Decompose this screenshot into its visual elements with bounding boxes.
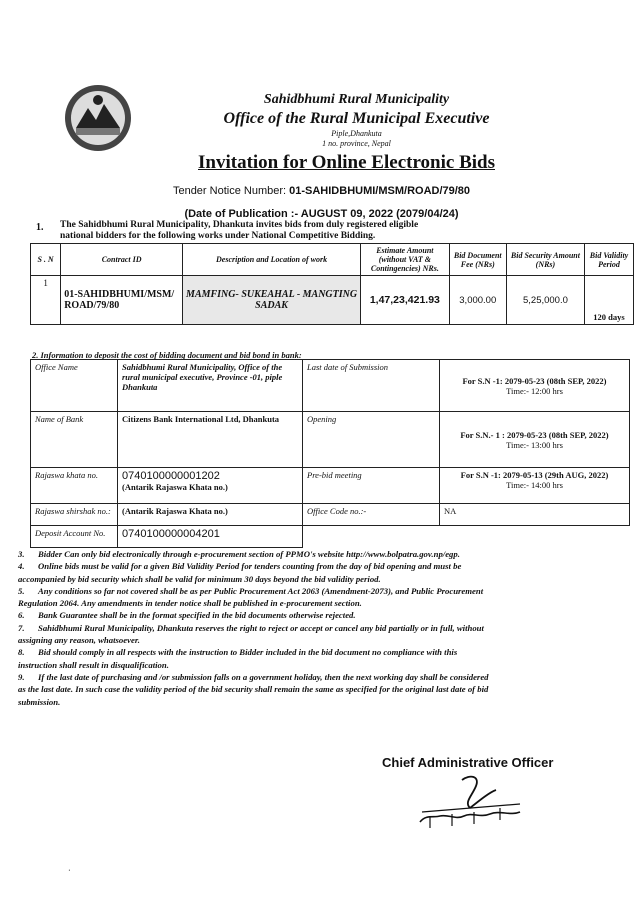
khata-label: Rajaswa khata no. <box>31 468 118 504</box>
office-code-value: NA <box>440 504 630 526</box>
office-name-label: Office Name <box>31 360 118 412</box>
prebid-value: For S.N -1: 2079-05-13 (29th AUG, 2022) <box>460 470 609 480</box>
office-place: Piple,Dhankuta <box>331 129 382 138</box>
cell-estimate: 1,47,23,421.93 <box>361 276 450 325</box>
khata-value: 0740100000001202 <box>122 470 220 482</box>
page-title: Invitation for Online Electronic Bids <box>198 152 495 173</box>
municipality-name: Sahidbhumi Rural Municipality <box>263 92 450 107</box>
table-row <box>31 412 630 468</box>
cell-description: MAMFING- SUKEAHAL - MANGTING SADAK <box>183 276 361 325</box>
clause-text: Any conditions so far not covered shall be as per Public Procurement Act 2063 (Amendment-2073), and Public Procurement Regulation 2064. Any amendments in tender notice shall be published in e-procurement section. <box>18 585 484 609</box>
col-contract-id: Contract ID <box>61 244 183 276</box>
clauses-list <box>18 548 490 708</box>
clause-number: 8. <box>18 647 25 658</box>
clause-text: Sahidbhumi Rural Municipality, Dhankuta reserves the right to reject or accept or cancel any bid partially or in full, without assigning any reason, whatsoever. <box>18 622 484 646</box>
clause-number: 9. <box>18 671 25 682</box>
col-sn: S . N <box>31 244 61 276</box>
table-row <box>31 526 630 548</box>
clause-item <box>18 548 490 560</box>
submission-label: Last date of Submission <box>303 360 440 412</box>
bank-info-table <box>30 359 630 548</box>
bank-value: Citizens Bank International Ltd, Dhankuta <box>118 412 303 468</box>
clause-item <box>18 560 490 585</box>
office-name-value: Sahidbhumi Rural Municipality, Office of the rural municipal executive, Province -01, piple Dhankuta <box>118 360 303 412</box>
signatory-title: Chief Administrative Officer <box>382 755 554 770</box>
clause-number: 6. <box>18 610 25 621</box>
opening-time: Time:- 13:00 hrs <box>506 439 563 450</box>
khata-cell <box>118 468 303 504</box>
shirshak-label: Rajaswa shirshak no.: <box>31 504 118 526</box>
col-estimate: Estimate Amount (without VAT & Contingencies) NRs. <box>361 244 450 276</box>
opening-value: For S.N.- 1 : 2079-05-23 (08th SEP, 2022) <box>460 429 609 440</box>
col-security: Bid Security Amount (NRs) <box>506 244 584 276</box>
publication-date: (Date of Publication :- AUGUST 09, 2022 (2079/04/24) <box>184 208 459 220</box>
clause-item <box>18 622 490 647</box>
empty-cell <box>440 526 630 548</box>
cell-sn: 1 <box>31 276 61 325</box>
intro-text: The Sahidbhumi Rural Municipality, Dhankuta invites bids from duly registered eligible national bidders for the following works under National Competitive Bidding. <box>60 220 419 241</box>
office-name: Office of the Rural Municipal Executive <box>223 110 490 127</box>
cell-validity: 120 days <box>584 276 633 325</box>
table-row <box>31 504 630 526</box>
clause-text: Bidder Can only bid electronically through e-procurement section of PPMO's website http://www.bolpatra.gov.np/egp. <box>38 549 460 559</box>
stray-mark: ⋅ <box>68 866 71 875</box>
clause-number: 4. <box>18 561 25 572</box>
opening-label: Opening <box>303 412 440 468</box>
col-validity: Bid Validity Period <box>584 244 633 276</box>
deposit-value: 0740100000004201 <box>118 526 303 548</box>
clause-number: 5. <box>18 585 25 596</box>
clause-item <box>18 646 490 671</box>
clause-number: 3. <box>18 549 25 559</box>
prebid-label: Pre-bid meeting <box>303 468 440 504</box>
tender-label: Tender Notice Number: <box>172 185 287 197</box>
office-province: 1 no. province, Nepal <box>322 139 391 148</box>
col-bid-fee: Bid Document Fee (NRs) <box>449 244 506 276</box>
clause-number: 7. <box>18 622 25 633</box>
tender-number: 01-SAHIDBHUMI/MSM/ROAD/79/80 <box>289 185 471 197</box>
cell-bid-fee: 3,000.00 <box>449 276 506 325</box>
table-row <box>31 276 634 325</box>
col-description: Description and Location of work <box>183 244 361 276</box>
submission-time: Time:- 12:00 hrs <box>506 385 563 396</box>
khata-note: (Antarik Rajaswa Khata no.) <box>122 482 228 492</box>
bank-label: Name of Bank <box>31 412 118 468</box>
cell-contract-id: 01-SAHIDBHUMI/MSM/ROAD/79/80 <box>61 276 183 325</box>
tender-notice-number <box>0 185 643 197</box>
opening-cell <box>440 412 630 468</box>
clause-text: If the last date of purchasing and /or submission falls on a government holiday, then the next working day shall be considered as the last date. In such case the validity period of the bid security shall remain the same as specified for the original last date of bid submission. <box>18 671 489 707</box>
submission-value: For S.N -1: 2079-05-23 (08th SEP, 2022) <box>462 375 607 386</box>
clause-item <box>18 609 490 621</box>
clause-text: Online bids must be valid for a given Bid Validity Period for tenders counting from the day of bid opening and must be accompanied by bid security which shall be valid for minimum 30 days beyond the bid validity period. <box>18 561 462 584</box>
table-row <box>31 360 630 412</box>
table-row <box>31 468 630 504</box>
prebid-cell <box>440 468 630 504</box>
clause-text: Bank Guarantee shall be in the format specified in the bid documents otherwise rejected. <box>38 610 356 621</box>
clause-text: Bid should comply in all respects with the instruction to Bidder included in the bid document no compliance with this instruction shall result in disqualification. <box>18 647 458 670</box>
office-code-label: Office Code no.:- <box>303 504 440 526</box>
clause-item <box>18 671 490 708</box>
section2-heading: 2. Information to deposit the cost of bidding document and bid bond in bank: <box>32 350 302 360</box>
shirshak-value: (Antarik Rajaswa Khata no.) <box>118 504 303 526</box>
works-table <box>30 243 634 325</box>
intro-number: 1. <box>36 222 44 233</box>
empty-cell <box>303 526 440 548</box>
prebid-time: Time:- 14:00 hrs <box>506 480 563 490</box>
clause-item <box>18 585 490 610</box>
submission-cell <box>440 360 630 412</box>
cell-security: 5,25,000.0 <box>506 276 584 325</box>
works-table-header <box>31 244 634 276</box>
handwritten-signature <box>400 772 560 842</box>
deposit-label: Deposit Account No. <box>31 526 118 548</box>
